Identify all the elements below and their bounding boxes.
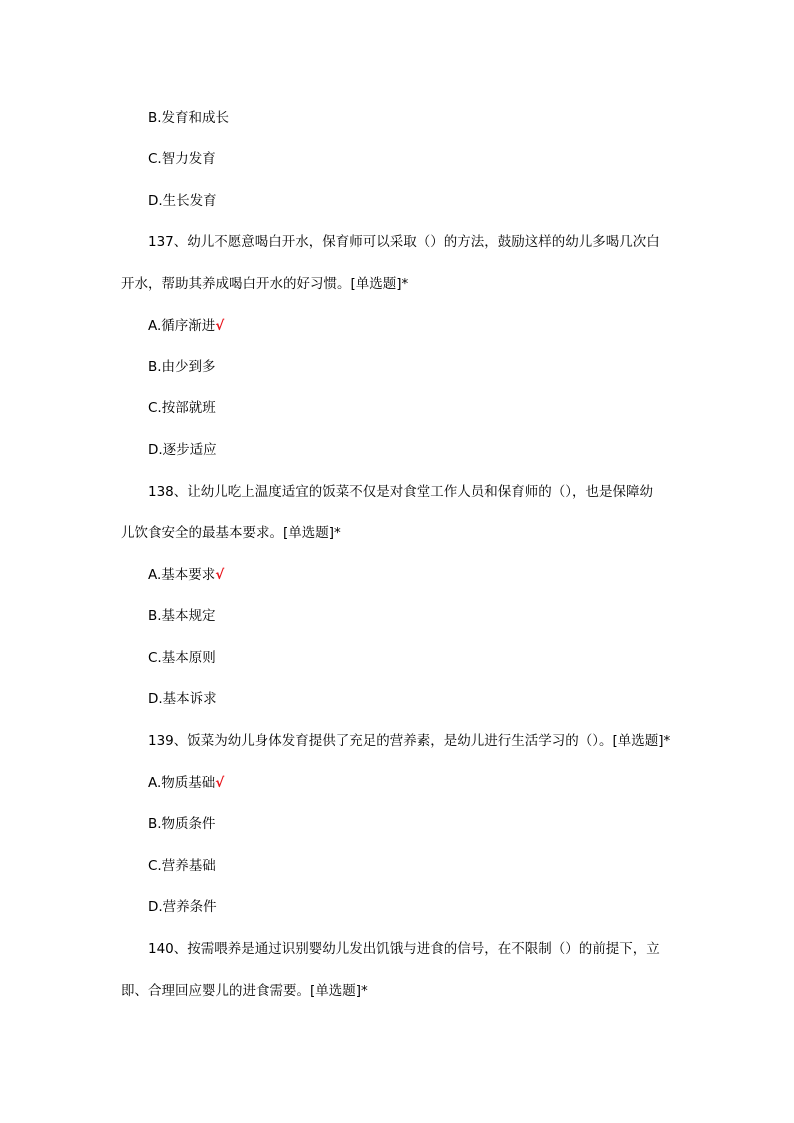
option-b-prev: B.发育和成长 — [148, 110, 230, 126]
question-137-text: 137、幼儿不愿意喝白开水，保育师可以采取（）的方法，鼓励这样的幼儿多喝几次白 — [148, 234, 660, 250]
option-a-137 — [148, 316, 224, 336]
question-140-text-cont: 即、合理回应婴儿的进食需要。[单选题]* — [121, 983, 368, 999]
option-label: A.基本要求 — [148, 567, 216, 583]
question-137-text-cont: 开水，帮助其养成喝白开水的好习惯。[单选题]* — [121, 276, 409, 292]
option-c-139: C.营养基础 — [148, 858, 216, 874]
option-label: A.循序渐进 — [148, 318, 216, 334]
question-139-text: 139、饭菜为幼儿身体发育提供了充足的营养素，是幼儿进行生活学习的（）。[单选题]* — [148, 733, 671, 749]
option-b-138: B.基本规定 — [148, 608, 216, 624]
option-b-137: B.由少到多 — [148, 359, 216, 375]
option-c-137: C.按部就班 — [148, 400, 216, 416]
option-a-138 — [148, 565, 224, 585]
question-138-text-cont: 儿饮食安全的最基本要求。[单选题]* — [121, 525, 341, 541]
question-138-text: 138、让幼儿吃上温度适宜的饭菜不仅是对食堂工作人员和保育师的（），也是保障幼 — [148, 484, 654, 500]
option-d-138: D.基本诉求 — [148, 691, 217, 707]
correct-check-mark: √ — [215, 318, 225, 334]
option-a-139 — [148, 773, 224, 793]
correct-check-mark: √ — [215, 567, 225, 583]
option-d-139: D.营养条件 — [148, 899, 217, 915]
option-d-137: D.逐步适应 — [148, 442, 217, 458]
question-140-text: 140、按需喂养是通过识别婴幼儿发出饥饿与进食的信号，在不限制（）的前提下，立 — [148, 941, 660, 957]
option-d-prev: D.生长发育 — [148, 193, 217, 209]
option-c-138: C.基本原则 — [148, 650, 216, 666]
option-b-139: B.物质条件 — [148, 816, 216, 832]
option-c-prev: C.智力发育 — [148, 151, 216, 167]
correct-check-mark: √ — [215, 775, 225, 791]
option-label: A.物质基础 — [148, 775, 216, 791]
